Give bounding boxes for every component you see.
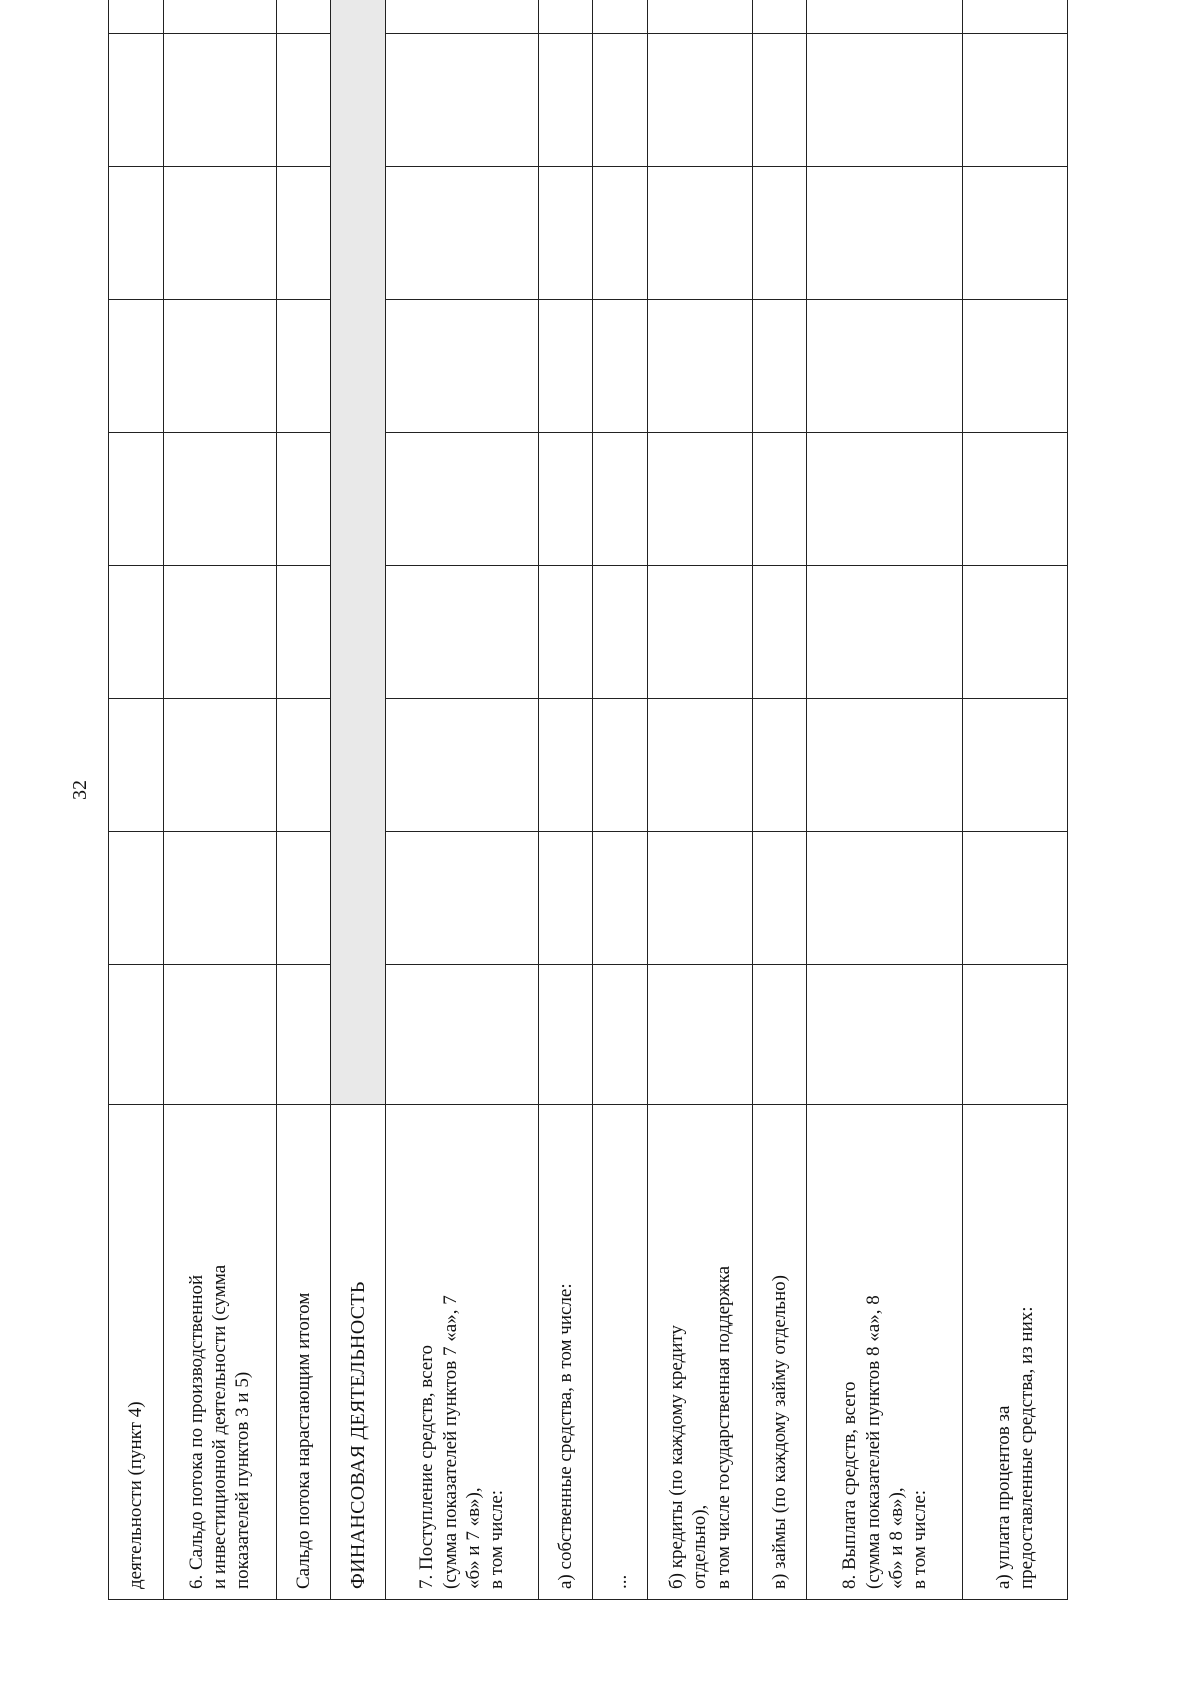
empty-cell — [752, 566, 807, 699]
page-number: 32 — [68, 780, 91, 800]
empty-cell — [593, 832, 648, 965]
empty-cell — [385, 300, 538, 433]
empty-cell — [752, 0, 807, 34]
row-label-line: (сумма показателей пунктов 7 «а», 7 — [439, 1295, 461, 1589]
table-row — [276, 0, 331, 1600]
table-row — [752, 0, 807, 1600]
row-label — [807, 1105, 962, 1600]
row-label-line: а) уплата процентов за — [992, 1405, 1014, 1589]
empty-cell — [538, 0, 593, 34]
row-label-line: 8. Выплата средств, всего — [839, 1381, 861, 1589]
empty-cell — [647, 300, 752, 433]
empty-cell — [276, 167, 331, 300]
empty-cell — [276, 300, 331, 433]
empty-cell — [807, 699, 962, 832]
empty-cell — [593, 566, 648, 699]
empty-cell — [538, 965, 593, 1105]
row-label-line: (сумма показателей пунктов 8 «а», 8 — [862, 1295, 884, 1589]
table-row — [109, 0, 164, 1600]
empty-cell — [647, 566, 752, 699]
empty-cell — [752, 433, 807, 566]
empty-cell — [276, 34, 331, 167]
empty-cell — [752, 167, 807, 300]
empty-cell — [276, 433, 331, 566]
empty-cell — [538, 34, 593, 167]
row-label-line: 6. Сальдо потока по производственной — [185, 1274, 207, 1589]
row-label-line: показателей пунктов 3 и 5) — [232, 1371, 254, 1589]
empty-cell — [807, 433, 962, 566]
empty-cell — [647, 34, 752, 167]
empty-cell — [807, 300, 962, 433]
row-label — [276, 1105, 331, 1600]
empty-cell — [752, 832, 807, 965]
empty-cell — [807, 0, 962, 34]
empty-cell — [109, 167, 164, 300]
row-label — [962, 1105, 1067, 1600]
empty-cell — [593, 433, 648, 566]
empty-cell — [647, 699, 752, 832]
empty-cell — [962, 167, 1067, 300]
empty-cell — [752, 34, 807, 167]
empty-cell — [962, 832, 1067, 965]
empty-cell — [962, 699, 1067, 832]
row-label-line: деятельности (пункт 4) — [125, 1401, 147, 1589]
empty-cell — [593, 167, 648, 300]
empty-cell — [807, 965, 962, 1105]
table-row — [538, 0, 593, 1600]
row-label-line: а) собственные средства, в том числе: — [555, 1283, 577, 1589]
empty-cell — [276, 965, 331, 1105]
empty-cell — [385, 566, 538, 699]
row-label-line: и инвестиционной деятельности (сумма — [208, 1264, 230, 1589]
row-label — [109, 1105, 164, 1600]
empty-cell — [163, 699, 276, 832]
table-row — [647, 0, 752, 1600]
row-label — [385, 1105, 538, 1600]
row-label-line: 7. Поступление средств, всего — [416, 1344, 438, 1589]
row-label — [163, 1105, 276, 1600]
empty-cell — [109, 566, 164, 699]
cash-flow-table — [108, 0, 1068, 1600]
empty-cell — [163, 0, 276, 34]
empty-cell — [163, 34, 276, 167]
row-label-line: в том числе: — [908, 1489, 930, 1589]
empty-cell — [276, 566, 331, 699]
empty-cell — [593, 699, 648, 832]
section-band — [331, 0, 386, 1105]
empty-cell — [647, 832, 752, 965]
empty-cell — [593, 300, 648, 433]
table-row — [163, 0, 276, 1600]
empty-cell — [385, 167, 538, 300]
row-label-line: ... — [609, 1574, 631, 1589]
empty-cell — [962, 0, 1067, 34]
empty-cell — [276, 699, 331, 832]
empty-cell — [163, 965, 276, 1105]
empty-cell — [807, 34, 962, 167]
row-label-line: предоставленные средства, из них: — [1015, 1306, 1037, 1589]
empty-cell — [538, 699, 593, 832]
empty-cell — [538, 832, 593, 965]
empty-cell — [807, 832, 962, 965]
row-label-line: отдельно), — [689, 1504, 711, 1589]
row-label-line: ФИНАНСОВАЯ ДЕЯТЕЛЬНОСТЬ — [346, 1281, 369, 1589]
empty-cell — [962, 433, 1067, 566]
rotated-table-area — [108, 50, 1068, 1600]
empty-cell — [962, 34, 1067, 167]
empty-cell — [163, 433, 276, 566]
empty-cell — [807, 566, 962, 699]
empty-cell — [647, 167, 752, 300]
empty-cell — [962, 300, 1067, 433]
empty-cell — [163, 300, 276, 433]
empty-cell — [163, 167, 276, 300]
empty-cell — [962, 965, 1067, 1105]
empty-cell — [752, 965, 807, 1105]
empty-cell — [593, 0, 648, 34]
empty-cell — [276, 0, 331, 34]
table-row — [807, 0, 962, 1600]
row-label-line: в том числе: — [485, 1489, 507, 1589]
row-label — [593, 1105, 648, 1600]
table-row — [385, 0, 538, 1600]
empty-cell — [385, 699, 538, 832]
row-label — [752, 1105, 807, 1600]
empty-cell — [109, 433, 164, 566]
table-row — [962, 0, 1067, 1600]
empty-cell — [385, 34, 538, 167]
empty-cell — [109, 965, 164, 1105]
row-label — [647, 1105, 752, 1600]
empty-cell — [538, 566, 593, 699]
empty-cell — [807, 167, 962, 300]
row-label-line: Сальдо потока нарастающим итогом — [292, 1292, 314, 1589]
empty-cell — [276, 832, 331, 965]
empty-cell — [109, 832, 164, 965]
row-label — [331, 1105, 386, 1600]
table-row — [593, 0, 648, 1600]
empty-cell — [163, 832, 276, 965]
section-header-row — [331, 0, 386, 1600]
empty-cell — [647, 433, 752, 566]
empty-cell — [752, 300, 807, 433]
row-label-line: б) кредиты (по каждому кредиту — [666, 1325, 688, 1589]
row-label-line: «б» и 7 «в»), — [462, 1487, 484, 1589]
empty-cell — [109, 699, 164, 832]
empty-cell — [538, 433, 593, 566]
empty-cell — [593, 965, 648, 1105]
row-label-line: «б» и 8 «в»), — [885, 1487, 907, 1589]
empty-cell — [163, 566, 276, 699]
empty-cell — [752, 699, 807, 832]
empty-cell — [538, 300, 593, 433]
empty-cell — [385, 0, 538, 34]
empty-cell — [109, 0, 164, 34]
empty-cell — [385, 965, 538, 1105]
row-label-line: в) займы (по каждому займу отдельно) — [769, 1275, 791, 1589]
empty-cell — [538, 167, 593, 300]
empty-cell — [109, 34, 164, 167]
row-label-line: в том числе государственная поддержка — [712, 1265, 734, 1589]
empty-cell — [647, 0, 752, 34]
empty-cell — [593, 34, 648, 167]
empty-cell — [647, 965, 752, 1105]
empty-cell — [962, 566, 1067, 699]
empty-cell — [385, 832, 538, 965]
empty-cell — [385, 433, 538, 566]
cash-flow-table-wrapper — [108, 50, 1068, 1600]
empty-cell — [109, 300, 164, 433]
row-label — [538, 1105, 593, 1600]
